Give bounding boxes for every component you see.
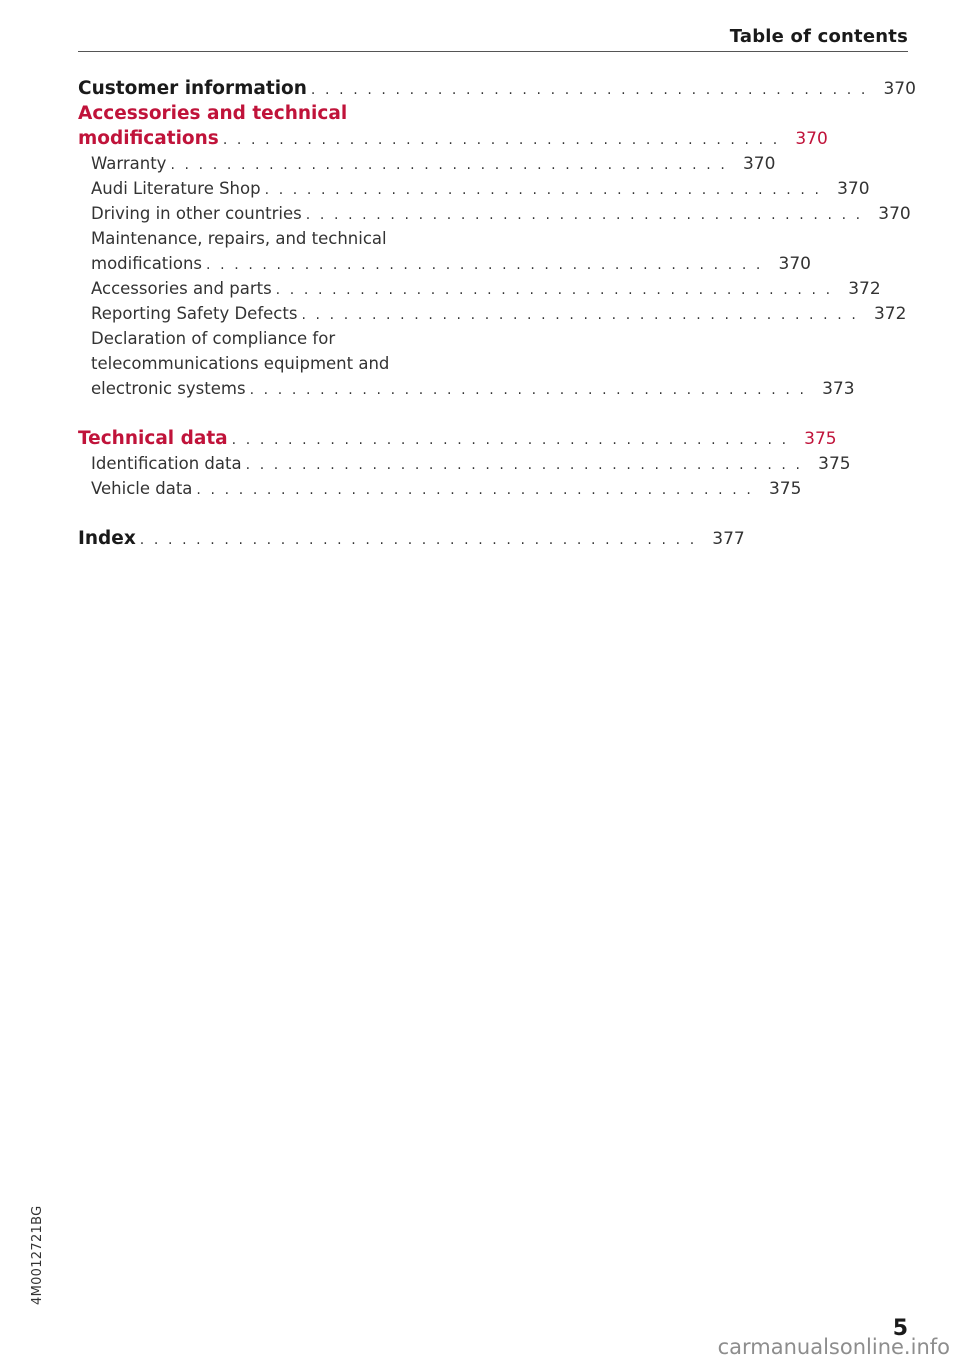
toc-entry-title-line: telecommunications equipment and — [91, 354, 390, 373]
toc-entry-index[interactable] — [78, 526, 745, 551]
toc-page-number: 372 — [873, 304, 907, 324]
toc-page-number: 370 — [878, 204, 911, 224]
toc-page-number: 370 — [883, 79, 916, 99]
toc-entry-title-line: Maintenance, repairs, and technical — [91, 229, 387, 248]
toc-entry-title: Reporting Safety Defects — [91, 304, 298, 323]
toc-entry-identification-data[interactable] — [78, 451, 851, 476]
page-number: 5 — [892, 1316, 908, 1341]
leader-dots: . . . . . . . . . . . . . . . . . . . . . . . . . . . . . . . . . . . . . . . . — [139, 532, 697, 548]
leader-dots: . . . . . . . . . . . . . . . . . . . . . . . . . . . . . . . . . . . . . . . . — [170, 157, 728, 173]
toc-entry-title: Technical data — [78, 428, 228, 449]
toc-entry-title: Vehicle data — [91, 479, 193, 498]
toc-entry-declaration-of-compliance[interactable] — [78, 326, 855, 401]
toc-entry-title: Identification data — [91, 454, 242, 473]
leader-dots: . . . . . . . . . . . . . . . . . . . . . . . . . . . . . . . . . . . . . . . . — [301, 307, 859, 323]
section-gap — [78, 501, 478, 526]
toc-page-number: 372 — [848, 279, 881, 299]
toc-page-number: 375 — [804, 429, 837, 449]
toc-page-number: 370 — [795, 129, 828, 149]
toc-entry-title-line: Declaration of compliance for — [91, 329, 336, 348]
toc-entry-title: Driving in other countries — [91, 204, 302, 223]
toc-page-number: 370 — [778, 254, 811, 274]
leader-dots: . . . . . . . . . . . . . . . . . . . . . . . . . . . . . . . . . . . . . . . . — [305, 207, 863, 223]
toc-entry-warranty[interactable] — [78, 151, 776, 176]
toc-entry-title: Accessories and parts — [91, 279, 272, 298]
toc-page-number: 370 — [742, 154, 776, 174]
toc-page-number: 375 — [768, 479, 802, 499]
toc-entry-title: electronic systems — [91, 379, 246, 398]
toc-entry-reporting-safety-defects[interactable] — [78, 301, 907, 326]
toc-entry-vehicle-data[interactable] — [78, 476, 802, 501]
leader-dots: . . . . . . . . . . . . . . . . . . . . . . . . . . . . . . . . . . . . . . . . — [310, 82, 868, 98]
watermark: carmanualsonline.info — [717, 1335, 950, 1359]
toc-page-number: 377 — [712, 529, 745, 549]
toc-entry-technical-data[interactable] — [78, 426, 837, 451]
toc-entry-title: modifications — [78, 128, 219, 149]
toc-page-number: 375 — [818, 454, 851, 474]
toc-page-number: 373 — [822, 379, 855, 399]
leader-dots: . . . . . . . . . . . . . . . . . . . . . . . . . . . . . . . . . . . . . . . . — [264, 182, 822, 198]
toc-entry-accessories-and-parts[interactable] — [78, 276, 881, 301]
toc-entry-driving-in-other-countries[interactable] — [78, 201, 911, 226]
toc-page-number: 370 — [837, 179, 870, 199]
leader-dots: . . . . . . . . . . . . . . . . . . . . . . . . . . . . . . . . . . . . . . . . — [222, 132, 780, 148]
section-gap — [78, 401, 478, 426]
leader-dots: . . . . . . . . . . . . . . . . . . . . . . . . . . . . . . . . . . . . . . . . — [245, 457, 803, 473]
toc-entry-title: Warranty — [91, 154, 167, 173]
toc-entry-title: Customer information — [78, 78, 307, 99]
toc-entry-title-line: Accessories and technical — [78, 103, 348, 124]
toc-entry-title: modifications — [91, 254, 203, 273]
leader-dots: . . . . . . . . . . . . . . . . . . . . . . . . . . . . . . . . . . . . . . . . — [249, 382, 807, 398]
toc-entry-title: Audi Literature Shop — [91, 179, 261, 198]
document-code: 4M0012721BG — [30, 1205, 45, 1305]
toc-entry-audi-literature-shop[interactable] — [78, 176, 870, 201]
toc-entry-maintenance-repairs[interactable] — [78, 226, 811, 276]
running-header-title: Table of contents — [729, 26, 908, 47]
leader-dots: . . . . . . . . . . . . . . . . . . . . . . . . . . . . . . . . . . . . . . . . — [231, 432, 789, 448]
toc-entry-customer-information[interactable] — [78, 76, 916, 101]
leader-dots: . . . . . . . . . . . . . . . . . . . . . . . . . . . . . . . . . . . . . . . . — [275, 282, 833, 298]
toc-entry-accessories-and-technical-modifications[interactable] — [78, 101, 828, 151]
leader-dots: . . . . . . . . . . . . . . . . . . . . . . . . . . . . . . . . . . . . . . . . — [196, 482, 754, 498]
header-rule — [78, 51, 908, 52]
toc-entry-title: Index — [78, 528, 136, 549]
table-of-contents — [78, 76, 916, 551]
leader-dots: . . . . . . . . . . . . . . . . . . . . . . . . . . . . . . . . . . . . . . . . — [206, 257, 763, 273]
